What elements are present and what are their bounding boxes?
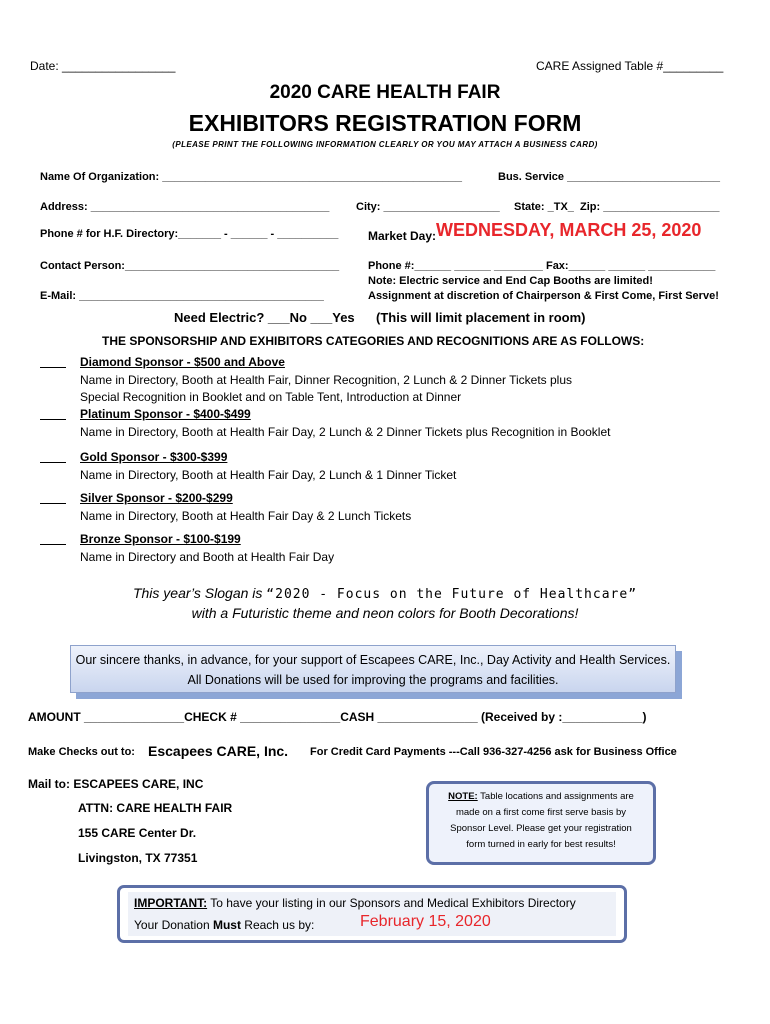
important-line-2 [134,918,314,932]
important-text-2a: Your Donation [134,918,213,932]
mail-line-2: ATTN: CARE HEALTH FAIR [78,801,233,815]
market-day-label: Market Day: [368,229,437,243]
category-description: Name in Directory and Booth at Health Fair Day [80,550,335,564]
event-title: 2020 CARE HEALTH FAIR [269,82,501,103]
checks-label: Make Checks out to: [28,746,135,758]
category-title: Bronze Sponsor - $100-$199 [80,532,241,546]
note-box [426,781,656,865]
deadline-date: February 15, 2020 [360,913,491,930]
credit-card-info: For Credit Card Payments ---Call 936-327-4256 ask for Business Office [310,746,677,758]
instructions: (PLEASE PRINT THE FOLLOWING INFORMATION CLEARLY OR YOU MAY ATTACH A BUSINESS CARD) [172,140,598,149]
table-number-field[interactable]: CARE Assigned Table #_________ [536,59,724,73]
category-title: Diamond Sponsor - $500 and Above [80,355,285,369]
important-label: IMPORTANT: [134,896,208,910]
payment-fields[interactable]: AMOUNT _______________CHECK # _______________CASH _______________ (Received by :____________) [28,710,647,724]
market-day-value: WEDNESDAY, MARCH 25, 2020 [436,220,702,240]
slogan-line-1 [0,585,770,602]
date-field[interactable]: Date: _________________ [30,59,176,73]
category-title: Silver Sponsor - $200-$299 [80,491,233,505]
thanks-line-2: All Donations will be used for improving the programs and facilities. [187,673,559,687]
important-inner [128,892,616,936]
category-description: Name in Directory, Booth at Health Fair Day, 2 Lunch & 2 Dinner Tickets plus Recognition in Booklet [80,425,611,439]
important-text-1: To have your listing in our Sponsors and Medical Exhibitors Directory [207,896,576,910]
thanks-line-1: Our sincere thanks, in advance, for your support of Escapees CARE, Inc., Day Activity and Health Services. [75,653,671,667]
state-field[interactable]: State: _TX_ [514,201,574,213]
note-label: NOTE: [448,791,478,802]
thanks-box [70,645,676,693]
important-text-2b: Reach us by: [240,918,315,932]
slogan-text: “2020 - Focus on the Future of Healthcare” [266,587,638,602]
category-title: Gold Sponsor - $300-$399 [80,450,228,464]
mail-line-4: Livingston, TX 77351 [78,851,198,865]
need-electric-field[interactable]: Need Electric? ___No ___Yes [174,310,355,325]
form-title: EXHIBITORS REGISTRATION FORM [188,110,582,136]
checks-payee: Escapees CARE, Inc. [148,743,289,759]
electric-note: Note: Electric service and End Cap Booths are limited! [368,275,653,287]
category-checkbox-line[interactable] [40,462,66,463]
slogan-prefix: This year’s Slogan is [132,585,267,601]
slogan-line-2: with a Futuristic theme and neon colors for Booth Decorations! [191,605,579,621]
important-line-1 [134,896,576,910]
category-checkbox-line[interactable] [40,544,66,545]
directory-phone-field[interactable]: Phone # for H.F. Directory:_______ - ______ - __________ [40,228,339,240]
category-description: Name in Directory, Booth at Health Fair Day & 2 Lunch Tickets [80,509,412,523]
category-checkbox-line[interactable] [40,367,66,368]
important-must: Must [212,918,241,932]
note-line-4: form turned in early for best results! [466,839,616,850]
assignment-note: Assignment at discretion of Chairperson & First Come, First Serve! [368,290,719,302]
category-description: Name in Directory, Booth at Health Fair, Dinner Recognition, 2 Lunch & 2 Dinner Tickets plus [80,373,573,387]
note-line-3: Sponsor Level. Please get your registration [450,823,632,834]
bus-service-field[interactable]: Bus. Service _________________________ [498,171,721,183]
mail-line-3: 155 CARE Center Dr. [78,826,197,840]
category-checkbox-line[interactable] [40,503,66,504]
note-text-1: Table locations and assignments are [477,791,634,802]
categories-heading: THE SPONSORSHIP AND EXHIBITORS CATEGORIES AND RECOGNITIONS ARE AS FOLLOWS: [102,334,645,348]
phone-fax-field[interactable]: Phone #:______ ______ ________ Fax:______ ______ ___________ [368,260,716,272]
note-line-2: made on a first come first serve basis by [455,807,626,818]
email-field[interactable]: E-Mail: ________________________________________ [40,290,324,302]
category-title: Platinum Sponsor - $400-$499 [80,407,251,421]
mail-line-1: Mail to: ESCAPEES CARE, INC [28,777,204,791]
note-line-1 [429,789,653,805]
category-description: Name in Directory, Booth at Health Fair Day, 2 Lunch & 1 Dinner Ticket [80,468,457,482]
organization-field[interactable]: Name Of Organization: _________________________________________________ [40,171,463,183]
category-description: Special Recognition in Booklet and on Table Tent, Introduction at Dinner [80,390,462,404]
important-box [117,885,627,943]
address-field[interactable]: Address: _______________________________________ [40,201,330,213]
city-field[interactable]: City: ___________________ [356,201,500,213]
category-checkbox-line[interactable] [40,419,66,420]
zip-field[interactable]: Zip: ___________________ [580,201,720,213]
placement-note: (This will limit placement in room) [376,310,586,325]
contact-person-field[interactable]: Contact Person:___________________________________ [40,260,340,272]
